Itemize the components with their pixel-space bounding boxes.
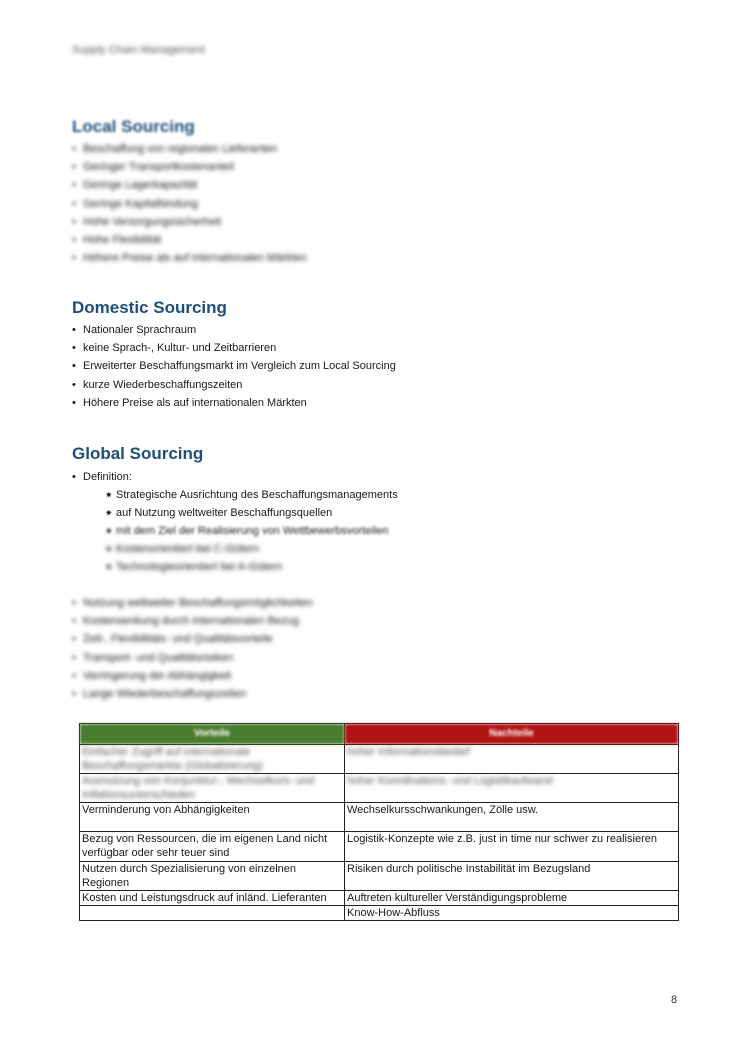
pros-cons-table [79,723,679,921]
local-sourcing-title: Local Sourcing [72,117,195,136]
table-row [80,832,679,862]
pro-cell [80,906,345,921]
table-row [80,891,679,906]
con-cell: hoher Informationsbedarf [345,745,679,774]
list-item: • Lange Wiederbeschaffungszeiten [72,685,313,703]
sub-list-item: ✷ mit dem Ziel der Realisierung von Wettbewerbsvorteilen [105,522,398,540]
pro-cell: Kosten und Leistungsdruck auf inländ. Lieferanten [80,891,345,906]
con-cell: Risiken durch politische Instabilität im Bezugsland [345,862,679,891]
con-cell: Wechselkursschwankungen, Zölle usw. [345,803,679,832]
list-item: • Höhere Preise als auf internationalen Märkten [72,249,307,267]
list-item: • Erweiterter Beschaffungsmarkt im Vergleich zum Local Sourcing [72,357,396,375]
table-row [80,774,679,803]
sub-list-item: ✷ Kostenorientiert bei C-Gütern [105,540,398,558]
con-cell: hoher Koordinations- und Logistikaufwand [345,774,679,803]
con-cell: Auftreten kultureller Verständigungsprobleme [345,891,679,906]
table-row [80,862,679,891]
pro-cell: Ausnutzung von Konjunktur-, Wechselkurs- und Inflationsunterschieden [80,774,345,803]
cons-header: Nachteile [345,724,679,745]
list-item: • Transport- und Qualitätsrisiken [72,649,313,667]
list-item: • Nutzung weltweiter Beschaffungsmöglichkeiten [72,594,313,612]
table-row [80,745,679,774]
list-item: • Geringer Transportkostenanteil [72,158,307,176]
sub-list-item: ✷ Strategische Ausrichtung des Beschaffungsmanagements [105,486,398,504]
list-item: • Geringe Lagerkapazität [72,176,307,194]
list-item: • Hohe Versorgungssicherheit [72,213,307,231]
local-sourcing-list [72,140,307,267]
pro-cell: Bezug von Ressourcen, die im eigenen Land nicht verfügbar oder sehr teuer sind [80,832,345,862]
list-item: • Höhere Preise als auf internationalen Märkten [72,394,396,412]
page-number: 8 [671,994,678,1006]
list-item: • Kostensenkung durch internationalen Bezug [72,612,313,630]
sub-list-item: ✷ Technologieorientiert bei A-Gütern [105,558,398,576]
table-row [80,906,679,921]
list-item: • kurze Wiederbeschaffungszeiten [72,376,396,394]
pro-cell: Einfacher Zugriff auf internationale Beschaffungsmärkte (Globalisierung) [80,745,345,774]
pros-header: Vorteile [80,724,345,745]
list-item: • Nationaler Sprachraum [72,321,396,339]
global-definition-list [72,468,132,486]
domestic-sourcing-list [72,321,396,412]
list-item: • keine Sprach-, Kultur- und Zeitbarrieren [72,339,396,357]
list-item: • Geringe Kapitalbindung [72,195,307,213]
global-sourcing-list [72,594,313,703]
global-definition-sublist [105,486,398,576]
list-item: • Hohe Flexibilität [72,231,307,249]
list-item: • Definition: [72,468,132,486]
global-sourcing-title: Global Sourcing [72,444,204,463]
con-cell: Logistik-Konzepte wie z.B. just in time nur schwer zu realisieren [345,832,679,862]
pro-cell: Verminderung von Abhängigkeiten [80,803,345,832]
list-item: • Beschaffung von regionalen Lieferanten [72,140,307,158]
sub-list-item: ✷ auf Nutzung weltweiter Beschaffungsquellen [105,504,398,522]
pro-cell: Nutzen durch Spezialisierung von einzelnen Regionen [80,862,345,891]
list-item: • Verringerung der Abhängigkeit [72,667,313,685]
list-item: • Zeit-, Flexibilitäts- und Qualitätsvorteile [72,630,313,648]
table-header-row [80,724,679,745]
domestic-sourcing-title: Domestic Sourcing [72,298,227,317]
con-cell: Know-How-Abfluss [345,906,679,921]
page-header: Supply Chain Management [72,44,205,56]
table-row [80,803,679,832]
